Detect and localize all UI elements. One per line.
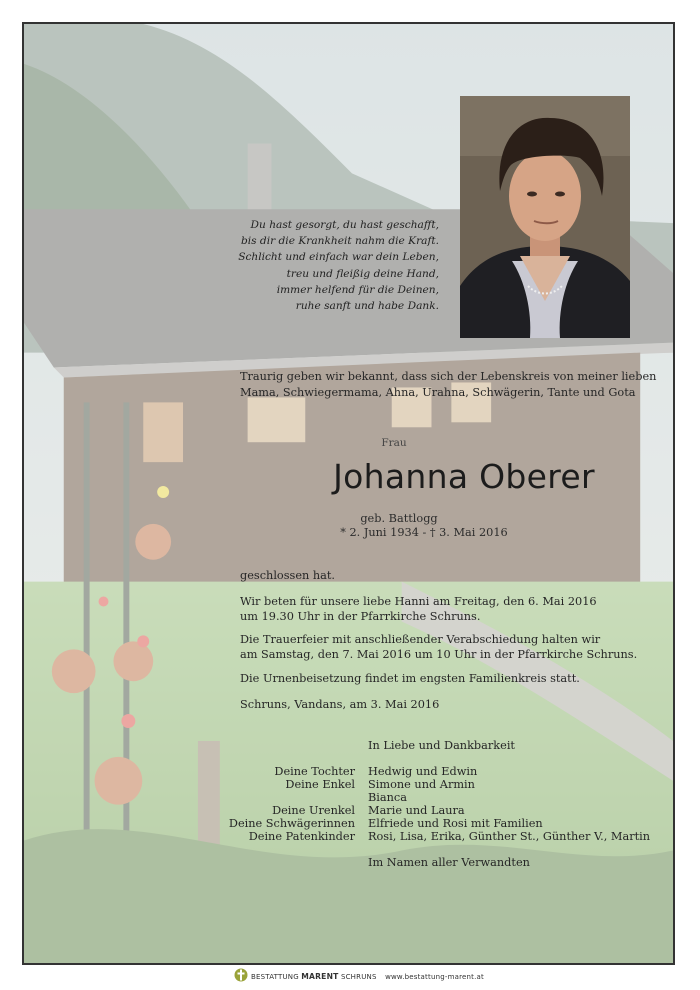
poem-line: treu und fleißig deine Hand,	[286, 267, 439, 280]
closing-text: Im Namen aller Verwandten	[368, 856, 530, 869]
footer-url[interactable]: www.bestattung-marent.at	[385, 973, 484, 981]
footer-word: BESTATTUNG	[251, 973, 299, 981]
prayer-text	[240, 595, 660, 624]
love-text: In Liebe und Dankbarkeit	[368, 739, 515, 752]
relative-names: Hedwig und Edwin	[368, 765, 478, 778]
relative-label: Deine Urenkel	[272, 804, 355, 817]
urn-text: Die Urnenbeisetzung findet im engsten Familienkreis statt.	[240, 672, 580, 685]
footer-word: MARENT	[301, 972, 339, 981]
poem	[179, 217, 439, 314]
closed-text: geschlossen hat.	[240, 569, 336, 582]
poem-line: Du hast gesorgt, du hast geschafft,	[250, 219, 439, 231]
intro-line: Mama, Schwiegermama, Ahna, Urahna, Schwägerin, Tante und Gota	[240, 386, 636, 399]
deceased-name: Johanna Oberer	[333, 457, 595, 496]
relative-names: Bianca	[368, 791, 407, 804]
relative-names: Marie und Laura	[368, 804, 465, 817]
relative-label: Deine Patenkinder	[248, 830, 355, 843]
obituary-frame	[22, 22, 675, 965]
place-date: Schruns, Vandans, am 3. Mai 2016	[240, 698, 440, 711]
prayer-line: Wir beten für unsere liebe Hanni am Freitag, den 6. Mai 2016	[240, 595, 597, 608]
portrait-photo	[460, 96, 630, 338]
poem-line: ruhe sanft und habe Dank.	[295, 300, 439, 313]
intro-text	[240, 369, 660, 401]
funeral-text	[240, 633, 660, 662]
relative-names: Rosi, Lisa, Erika, Günther St., Günther V., Martin	[368, 830, 651, 843]
birth-name: geb. Battlogg	[360, 512, 438, 525]
poem-line: immer helfend für die Deinen,	[276, 283, 439, 296]
salutation: Frau	[381, 437, 407, 449]
poem-line: bis dir die Krankheit nahm die Kraft.	[240, 235, 439, 248]
intro-line: Traurig geben wir bekannt, dass sich der Lebenskreis von meiner lieben	[240, 370, 657, 383]
footer-brand	[251, 972, 484, 981]
relative-label: Deine Tochter	[274, 765, 355, 778]
relative-names: Simone und Armin	[368, 778, 475, 791]
footer-word: SCHRUNS	[340, 973, 377, 981]
relative-label: Deine Schwägerinnen	[228, 817, 355, 830]
prayer-line: um 19.30 Uhr in der Pfarrkirche Schruns.	[240, 609, 481, 623]
relative-label: Deine Enkel	[285, 778, 355, 791]
relative-names: Elfriede und Rosi mit Familien	[368, 817, 543, 830]
cross-logo-icon	[234, 967, 248, 983]
funeral-line: Die Trauerfeier mit anschließender Verabschiedung halten wir	[240, 633, 601, 646]
funeral-line: am Samstag, den 7. Mai 2016 um 10 Uhr in der Pfarrkirche Schruns.	[240, 647, 638, 661]
life-dates: * 2. Juni 1934 - † 3. Mai 2016	[340, 526, 508, 539]
poem-line: Schlicht und einfach war dein Leben,	[238, 251, 439, 264]
footer	[0, 966, 700, 990]
